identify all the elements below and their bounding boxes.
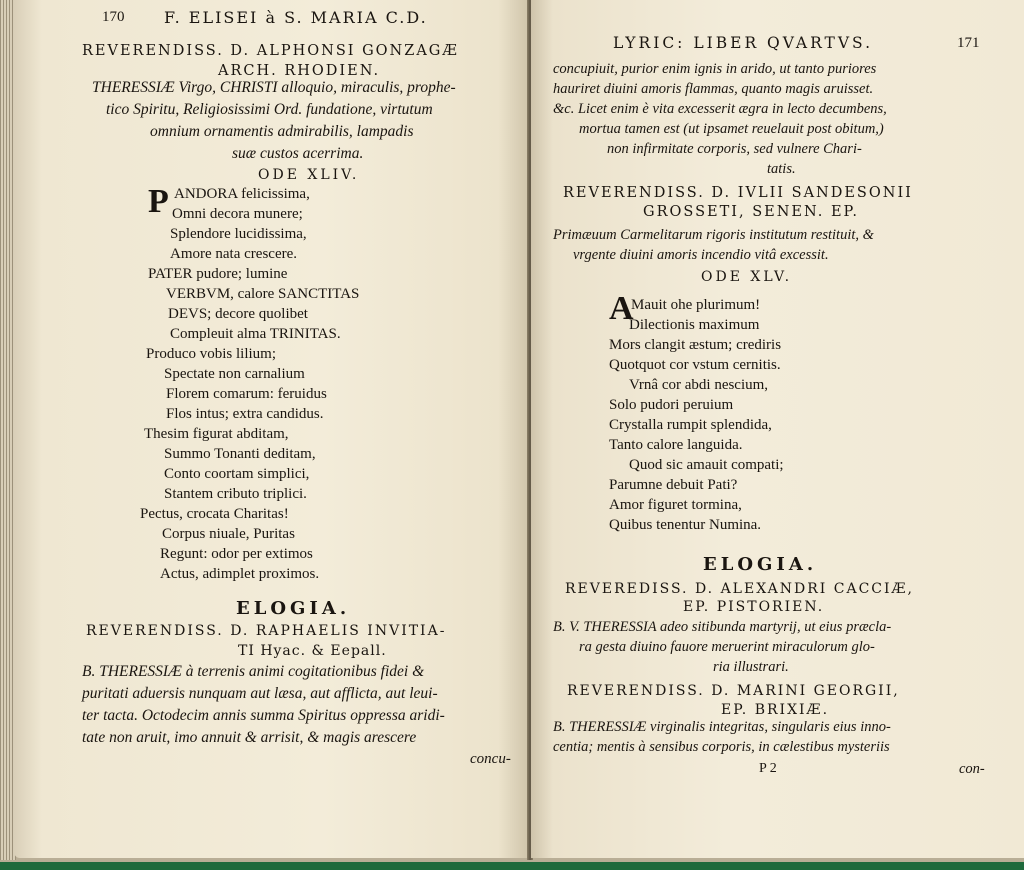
verse-line: Quotquot cor vstum cernitis. — [609, 357, 781, 373]
verse-line: Flos intus; extra candidus. — [166, 406, 324, 422]
dedication-text: ra gesta diuino fauore meruerint miraculorum glo- — [579, 639, 875, 655]
dedication-text: vrgente diuini amoris incendio vitâ excessit. — [573, 247, 829, 263]
verse-line: Florem comarum: feruidus — [166, 386, 327, 402]
verse-line: DEVS; decore quolibet — [168, 306, 308, 322]
dedication-heading: REVERENDISS. D. MARINI GEORGII, — [567, 683, 900, 699]
verse-line: VERBVM, calore SANCTITAS — [166, 286, 360, 302]
verse-line: Thesim figurat abditam, — [144, 426, 289, 442]
dedication-text: puritati aduersis nunquam aut læsa, aut afflicta, aut leui- — [82, 685, 438, 702]
verse-line: Solo pudori peruium — [609, 397, 734, 413]
dedication-text: tate non aruit, imo annuit & arrisit, & magis arescere — [82, 729, 417, 746]
left-page — [14, 0, 529, 858]
verse-line: Dilectionis maximum — [629, 317, 760, 333]
verse-line: Conto coortam simplici, — [164, 466, 310, 482]
verse-line: Parumne debuit Pati? — [609, 477, 738, 493]
verse-line: Amor figuret tormina, — [609, 497, 742, 513]
verse-line: PATER pudore; lumine — [148, 266, 288, 282]
verse-line: Actus, adimplet proximos. — [160, 566, 320, 582]
verse-line: Produco vobis lilium; — [146, 346, 277, 362]
verse-line: Spectate non carnalium — [164, 366, 305, 382]
ode-title: ODE XLV. — [701, 269, 793, 285]
dedication-heading: ARCH. RHODIEN. — [218, 63, 381, 79]
dedication-text: &c. Licet enim è vita excesserit ægra in lecto decumbens, — [553, 101, 887, 117]
elogia-heading: ELOGIA. — [236, 598, 351, 619]
dedication-heading: REVEREDISS. D. ALEXANDRI CACCIÆ, — [565, 581, 915, 597]
dedication-text: tatis. — [767, 161, 796, 177]
dedication-heading: GROSSETI, SENEN. EP. — [643, 204, 859, 220]
verse-line: Tanto calore languida. — [609, 437, 743, 453]
catchword: con- — [959, 761, 985, 777]
dedication-text: centia; mentis à sensibus corporis, in cælestibus mysteriis — [553, 739, 890, 755]
verse-line: Omni decora munere; — [172, 206, 303, 222]
drop-cap: P — [148, 183, 169, 220]
dedication-text: ter tacta. Octodecim annis summa Spiritus oppressa aridi- — [82, 707, 445, 724]
page-number: 170 — [102, 9, 125, 25]
dedication-heading: EP. BRIXIÆ. — [721, 702, 830, 718]
running-head: LYRIC: LIBER QVARTVS. — [613, 34, 874, 52]
verse-line: Vrnâ cor abdi nescium, — [629, 377, 769, 393]
verse-line: Stantem cributo triplici. — [164, 486, 307, 502]
verse-line: Corpus niuale, Puritas — [162, 526, 295, 542]
dedication-text: ria illustrari. — [713, 659, 789, 675]
page-number: 171 — [957, 35, 980, 51]
verse-line: Crystalla rumpit splendida, — [609, 417, 772, 433]
dedication-heading: REVERENDISS. D. RAPHAELIS INVITIA- — [86, 623, 447, 639]
verse-line: Quod sic amauit compati; — [629, 457, 784, 473]
dedication-text: tico Spiritu, Religiosissimi Ord. fundatione, virtutum — [106, 101, 433, 118]
verse-line: Mors clangit æstum; crediris — [609, 337, 782, 353]
catchword: concu- — [470, 751, 511, 767]
dedication-text: Primæuum Carmelitarum rigoris institutum restituit, & — [553, 227, 874, 243]
verse-line: Splendore lucidissima, — [170, 226, 307, 242]
running-head: F. ELISEI à S. MARIA C.D. — [164, 8, 428, 27]
verse-line: Regunt: odor per extimos — [160, 546, 313, 562]
verse-line: ANDORA felicissima, — [174, 186, 310, 202]
verse-line: Mauit ohe plurimum! — [631, 297, 761, 313]
signature-mark: P 2 — [759, 761, 777, 776]
dedication-text: non infirmitate corporis, sed vulnere Chari- — [607, 141, 862, 157]
verse-line: Compleuit alma TRINITAS. — [170, 326, 341, 342]
dedication-text: hauriret diuini amoris flammas, quanto magis aruisset. — [553, 81, 874, 97]
dedication-text: B. THERESSIÆ à terrenis animi cogitationibus fidei & — [82, 663, 425, 680]
verse-line: Amore nata crescere. — [170, 246, 298, 262]
dedication-text: B. THERESSIÆ virginalis integritas, singularis eius inno- — [553, 719, 891, 735]
dedication-text: concupiuit, purior enim ignis in arido, ut tanto puriores — [553, 61, 877, 77]
verse-line: Pectus, crocata Charitas! — [140, 506, 289, 522]
right-page — [531, 0, 1024, 858]
dedication-text: mortua tamen est (ut ipsamet reuelauit post obitum,) — [579, 121, 884, 137]
ode-title: ODE XLIV. — [258, 167, 360, 183]
dedication-heading: EP. PISTORIEN. — [683, 599, 825, 615]
dedication-heading: TI Hyac. & Eepall. — [238, 643, 387, 659]
verse-line: Quibus tenentur Numina. — [609, 517, 762, 533]
dedication-text: suæ custos acerrima. — [232, 145, 364, 162]
drop-cap: A — [609, 290, 634, 327]
elogia-heading: ELOGIA. — [703, 554, 818, 575]
dedication-heading: REVERENDISS. D. ALPHONSI GONZAGÆ — [82, 43, 459, 59]
dedication-text: B. V. THERESSIA adeo sitibunda martyrij, ut eius præcla- — [553, 619, 892, 635]
verse-line: Summo Tonanti deditam, — [164, 446, 316, 462]
dedication-text: omnium ornamentis admirabilis, lampadis — [150, 123, 414, 140]
dedication-text: THERESSIÆ Virgo, CHRISTI alloquio, miraculis, prophe- — [92, 79, 456, 96]
dedication-heading: REVERENDISS. D. IVLII SANDESONII — [563, 185, 913, 201]
